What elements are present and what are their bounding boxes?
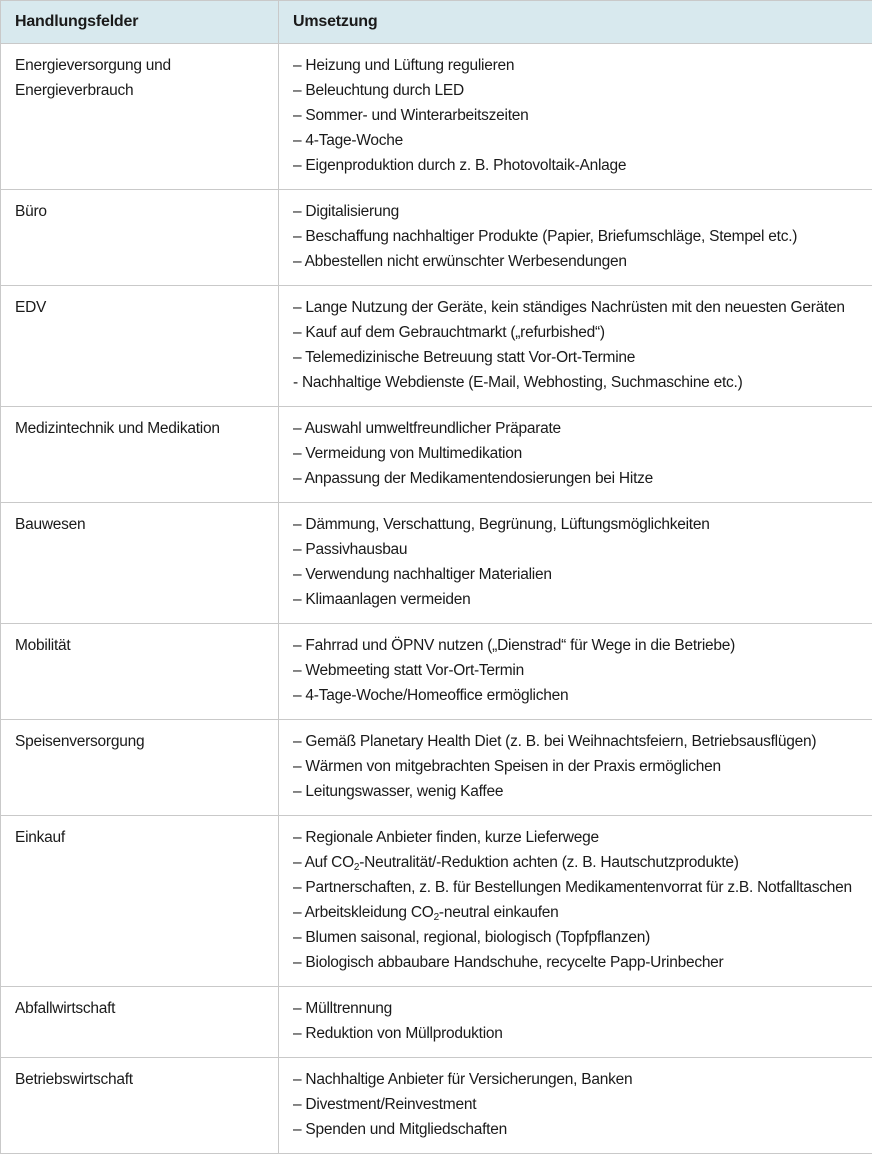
table-row [1,407,872,503]
measure-list [293,996,864,1046]
measure-item: – Anpassung der Medikamentendosierungen bei Hitze [293,470,653,487]
umsetzung-cell [279,44,872,190]
umsetzung-cell [279,190,872,286]
umsetzung-cell [279,720,872,816]
table-row [1,720,872,816]
measure-item: – Reduktion von Müllproduktion [293,1025,503,1042]
table-header [1,1,872,44]
measure-item: – 4-Tage-Woche [293,132,403,149]
measure-item: – Beschaffung nachhaltiger Produkte (Papier, Briefumschläge, Stempel etc.) [293,228,798,245]
measure-item [293,900,864,925]
measure-item: – Vermeidung von Multimedikation [293,445,522,462]
column-header-umsetzung: Umsetzung [279,1,872,44]
measure-item: – Divestment/Reinvestment [293,1096,477,1113]
umsetzung-cell [279,816,872,987]
measure-item: – Auswahl umweltfreundlicher Präparate [293,420,561,437]
measure-text: – Auf CO [293,854,354,871]
measure-item: – Dämmung, Verschattung, Begrünung, Lüftungsmöglichkeiten [293,516,710,533]
measure-item: – Regionale Anbieter finden, kurze Lieferwege [293,829,599,846]
measure-list [293,512,864,612]
measure-item: – Partnerschaften, z. B. für Bestellungen Medikamentenvorrat für z.B. Notfalltaschen [293,879,852,896]
measure-item: – Eigenproduktion durch z. B. Photovoltaik-Anlage [293,157,627,174]
measure-item: – Heizung und Lüftung regulieren [293,57,515,74]
measure-item: – Mülltrennung [293,1000,393,1017]
table-row [1,190,872,286]
measure-item: – Blumen saisonal, regional, biologisch (Topfpflanzen) [293,929,650,946]
handlungsfeld-cell: Betriebswirtschaft [1,1058,279,1154]
table-row [1,503,872,624]
measure-item [293,850,864,875]
umsetzung-cell [279,503,872,624]
measure-text: -Neutralität/-Reduktion achten (z. B. Hautschutzprodukte) [359,854,739,871]
header-row [1,1,872,44]
table-row [1,1058,872,1154]
measure-item: – Klimaanlagen vermeiden [293,591,471,608]
measure-item: – Digitalisierung [293,203,400,220]
handlungsfeld-cell: EDV [1,286,279,407]
handlungsfeld-cell: Speisenversorgung [1,720,279,816]
measure-list [293,416,864,491]
measure-item: – Sommer- und Winterarbeitszeiten [293,107,529,124]
measure-item: – Lange Nutzung der Geräte, kein ständiges Nachrüsten mit den neuesten Geräten [293,299,845,316]
handlungsfeld-cell: Medizintechnik und Medikation [1,407,279,503]
measure-item: – 4-Tage-Woche/Homeoffice ermöglichen [293,687,569,704]
handlungsfeld-cell: Abfallwirtschaft [1,987,279,1058]
measure-item: – Leitungswasser, wenig Kaffee [293,783,504,800]
measure-item: – Spenden und Mitgliedschaften [293,1121,507,1138]
measure-item: – Kauf auf dem Gebrauchtmarkt („refurbished“) [293,324,605,341]
handlungsfeld-cell: Bauwesen [1,503,279,624]
measure-list [293,53,864,178]
measure-item: – Verwendung nachhaltiger Materialien [293,566,552,583]
measure-list [293,295,864,395]
umsetzung-cell [279,286,872,407]
handlungsfeld-cell: Energieversorgung und Energieverbrauch [1,44,279,190]
subscript-2: 2 [433,912,439,923]
umsetzung-cell [279,624,872,720]
measure-text: -neutral einkaufen [438,904,559,921]
measure-text: – Arbeitskleidung CO [293,904,434,921]
measure-item: – Gemäß Planetary Health Diet (z. B. bei Weihnachtsfeiern, Betriebsausflügen) [293,733,817,750]
measure-item: – Webmeeting statt Vor-Ort-Termin [293,662,524,679]
measure-list [293,199,864,274]
measure-item: – Biologisch abbaubare Handschuhe, recycelte Papp-Urinbecher [293,954,724,971]
measure-list [293,633,864,708]
handlungsfeld-cell: Mobilität [1,624,279,720]
measure-list [293,1067,864,1142]
handlungsfeld-cell: Einkauf [1,816,279,987]
measure-item: – Telemedizinische Betreuung statt Vor-Ort-Termine [293,349,636,366]
measure-item: – Passivhausbau [293,541,408,558]
measure-item: – Nachhaltige Anbieter für Versicherungen, Banken [293,1071,633,1088]
measure-item: – Fahrrad und ÖPNV nutzen („Dienstrad“ für Wege in die Betriebe) [293,637,736,654]
table-row [1,44,872,190]
measure-item: - Nachhaltige Webdienste (E-Mail, Webhosting, Suchmaschine etc.) [293,374,743,391]
measure-item: – Wärmen von mitgebrachten Speisen in der Praxis ermöglichen [293,758,721,775]
table-row [1,987,872,1058]
measure-list [293,729,864,804]
umsetzung-cell [279,987,872,1058]
measure-list [293,825,864,975]
handlungsfeld-cell: Büro [1,190,279,286]
umsetzung-cell [279,1058,872,1154]
table-row [1,624,872,720]
umsetzung-cell [279,407,872,503]
table-body [1,44,872,1154]
measure-item: – Abbestellen nicht erwünschter Werbesendungen [293,253,627,270]
column-header-handlungsfelder: Handlungsfelder [1,1,279,44]
measure-item: – Beleuchtung durch LED [293,82,464,99]
table-row [1,286,872,407]
table-row [1,816,872,987]
subscript-2: 2 [353,862,360,873]
